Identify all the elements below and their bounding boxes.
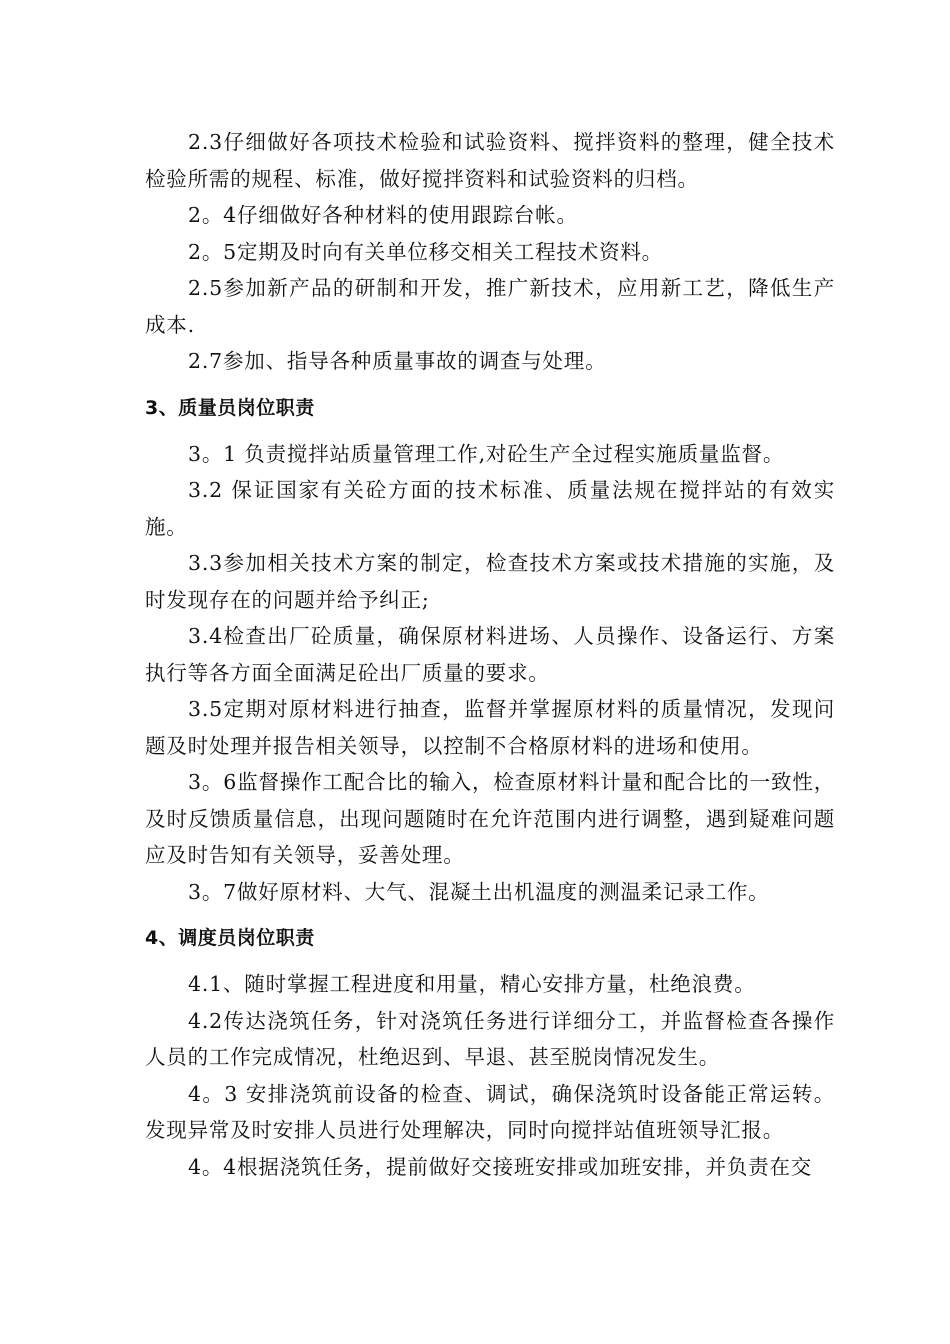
paragraph-2-5: 2。5定期及时向有关单位移交相关工程技术资料。 <box>188 239 663 264</box>
paragraph-4-2: 4.2传达浇筑任务，针对浇筑任务进行详细分工，并监督检查各操作人员的工作完成情况，杜绝迟到、早退、甚至脱岗情况发生。 <box>145 1008 835 1069</box>
document-body <box>145 124 835 1185</box>
paragraph-2-6: 2.5参加新产品的研制和开发，推广新技术，应用新工艺，降低生产成本. <box>145 276 835 337</box>
paragraph-3-4: 3.4检查出厂砼质量，确保原材料进场、人员操作、设备运行、方案执行等各方面全面满足砼出厂质量的要求。 <box>145 624 835 685</box>
paragraph-3-2: 3.2 保证国家有关砼方面的技术标准、质量法规在搅拌站的有效实施。 <box>145 478 835 539</box>
paragraph-4-4: 4。4根据浇筑任务，提前做好交接班安排或加班安排，并负责在交 <box>188 1154 813 1179</box>
paragraph-4-3: 4。3 安排浇筑前设备的检查、调试，确保浇筑时设备能正常运转。发现异常及时安排人员进行处理解决，同时向搅拌站值班领导汇报。 <box>145 1081 835 1142</box>
section-heading-quality: 3、质量员岗位职责 <box>145 396 315 419</box>
paragraph-3-1: 3。1 负责搅拌站质量管理工作,对砼生产全过程实施质量监督。 <box>188 441 785 466</box>
section-heading-dispatch: 4、调度员岗位职责 <box>145 927 315 949</box>
paragraph-3-7: 3。7做好原材料、大气、混凝土出机温度的测温柔记录工作。 <box>188 879 770 904</box>
paragraph-4-1: 4.1、随时掌握工程进度和用量，精心安排方量，杜绝浪费。 <box>188 972 756 996</box>
paragraph-3-3: 3.3参加相关技术方案的制定，检查技术方案或技术措施的实施，及时发现存在的问题并给予纠正; <box>145 551 835 612</box>
paragraph-2-3: 2.3仔细做好各项技术检验和试验资料、搅拌资料的整理，健全技术检验所需的规程、标准，做好搅拌资料和试验资料的归档。 <box>145 130 835 191</box>
paragraph-2-7: 2.7参加、指导各种质量事故的调查与处理。 <box>188 349 607 373</box>
paragraph-3-6: 3。6监督操作工配合比的输入，检查原材料计量和配合比的一致性，及时反馈质量信息，出现问题随时在允许范围内进行调整，遇到疑难问题应及时告知有关领导，妥善处理。 <box>145 770 835 867</box>
paragraph-3-5: 3.5定期对原材料进行抽查，监督并掌握原材料的质量情况，发现问题及时处理并报告相关领导，以控制不合格原材料的进场和使用。 <box>145 697 835 758</box>
paragraph-2-4: 2。4仔细做好各种材料的使用跟踪台帐。 <box>188 203 578 227</box>
